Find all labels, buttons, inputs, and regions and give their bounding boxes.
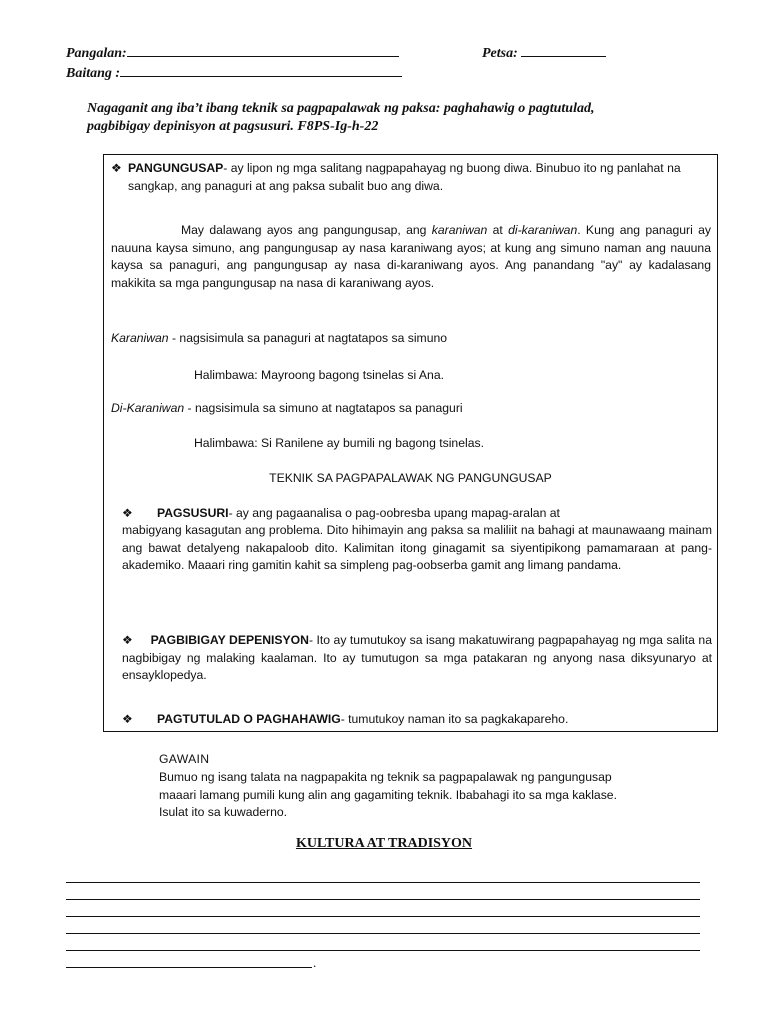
pangungusap-text: - ay lipon ng mga salitang nagpapahayag ng buong diwa. Binubuo ito ng panlahat na sangkap, ang panaguri at ang paksa subalit buo ang diwa. [128, 161, 681, 193]
karaniwan-def: - nagsisimula sa panaguri at nagtatapos sa simuno [168, 331, 448, 345]
answer-line-2[interactable] [66, 899, 700, 900]
gawain-line-2: maaari lamang pumili kung alin ang gagamiting teknik. Ibabahagi ito sa mga kaklase. [159, 787, 617, 802]
tutulad-term: PAGTUTULAD O PAGHAHAWIG [157, 712, 341, 726]
pagsusuri-term: PAGSUSURI [157, 506, 229, 520]
answer-line-5[interactable] [66, 950, 700, 951]
pangungusap-term: PANGUNGUSAP [128, 161, 224, 175]
halimbawa-2: Halimbawa: Si Ranilene ay bumili ng bagong tsinelas. [194, 436, 484, 450]
bullet-icon: ❖ [122, 633, 134, 647]
ayos-dikaraniwan: di-karaniwan [508, 223, 578, 237]
name-label: Pangalan: [66, 46, 127, 61]
dikaraniwan-line [111, 400, 711, 418]
depinisyon-term: PAGBIBIGAY DEPENISYON [150, 633, 309, 647]
halimbawa-1: Halimbawa: Mayroong bagong tsinelas si Ana. [194, 368, 444, 382]
pagsusuri-def-rest: mabigyang kasagutan ang problema. Dito hihimayin ang paksa sa maliliit na bahagi at maunawaang mainam ang bawat detalyeng nakapaloob dito. Kalimitan itong ginagamit sa siyentipikong pamamaraan at pang-akademiko. Maaari ring gamitin kahit sa simpleng pag-oobserba gamit ang limang pandama. [122, 523, 712, 572]
answer-end-mark: . [313, 955, 317, 970]
ayos-text-2: . Kung ang panaguri ay nauuna kaysa simuno, ang pangungusap ay nasa karaniwang ayos; at kung ang simuno naman ang nauuna kaysa sa panaguri, ang pangungusap ay nasa di-karaniwang ayos. Ang panandang "ay" ay kadalasang makikita sa mga pangungusap na nasa di karaniwang ayos. [111, 223, 711, 290]
depinisyon-text: - Ito ay tumutukoy sa isang makatuwirang pagpapahayag ng mga salita na nagbibigay ng malaking kaalaman. Ito ay tumutugon sa mga patakaran ng anyong nasa diksyunaryo at ensayklopedya. [122, 633, 712, 682]
gawain-line-1: Bumuo ng isang talata na nagpapakita ng teknik sa pagpapalawak ng pangungusap [159, 770, 612, 784]
tutulad-text: - tumutukoy naman ito sa pagkakapareho. [340, 712, 569, 726]
tutulad-definition [157, 711, 712, 729]
learning-objective [87, 100, 707, 136]
pangungusap-definition [128, 160, 703, 195]
bullet-icon: ❖ [111, 161, 122, 175]
section-title [0, 836, 768, 852]
date-label: Petsa: [482, 46, 518, 61]
date-field[interactable] [482, 44, 622, 62]
answer-line-6[interactable] [66, 967, 312, 968]
dikaraniwan-term: Di-Karaniwan [111, 401, 185, 415]
ayos-at: at [487, 223, 509, 237]
pagsusuri-first-line [157, 505, 712, 523]
ayos-karaniwan: karaniwan [431, 223, 488, 237]
teknik-heading: TEKNIK SA PAGPAPALAWAK NG PANGUNGUSAP [269, 471, 552, 485]
grade-field[interactable] [66, 64, 411, 82]
name-field[interactable] [66, 44, 411, 62]
objective-line-2: pagbibigay depinisyon at pagsusuri. F8PS-Ig-h-22 [87, 119, 379, 134]
depinisyon-definition [122, 632, 712, 685]
bullet-icon: ❖ [122, 712, 133, 726]
karaniwan-term: Karaniwan [111, 331, 169, 345]
name-input-line[interactable] [127, 44, 399, 57]
objective-line-1: Nagaganit ang iba’t ibang teknik sa pagpapalawak ng paksa: paghahawig o pagtutulad, [87, 101, 595, 116]
dikaraniwan-def: - nagsisimula sa simuno at nagtatapos sa panaguri [184, 401, 463, 415]
grade-input-line[interactable] [120, 64, 402, 77]
date-input-line[interactable] [521, 44, 606, 57]
gawain-line-3: Isulat ito sa kuwaderno. [159, 805, 288, 819]
karaniwan-line [111, 330, 711, 348]
answer-line-3[interactable] [66, 916, 700, 917]
ayos-text-1: May dalawang ayos ang pangungusap, ang [181, 223, 432, 237]
gawain-title: GAWAIN [159, 752, 210, 766]
section-title-text: KULTURA AT TRADISYON [295, 836, 473, 851]
answer-line-1[interactable] [66, 882, 700, 883]
answer-line-4[interactable] [66, 933, 700, 934]
ayos-paragraph [111, 222, 711, 292]
bullet-icon: ❖ [122, 506, 133, 520]
grade-label: Baitang : [66, 66, 121, 81]
pagsusuri-def-first: - ay ang pagaanalisa o pag-oobresba upang mapag-aralan at [228, 506, 560, 520]
gawain-instructions [159, 769, 719, 822]
